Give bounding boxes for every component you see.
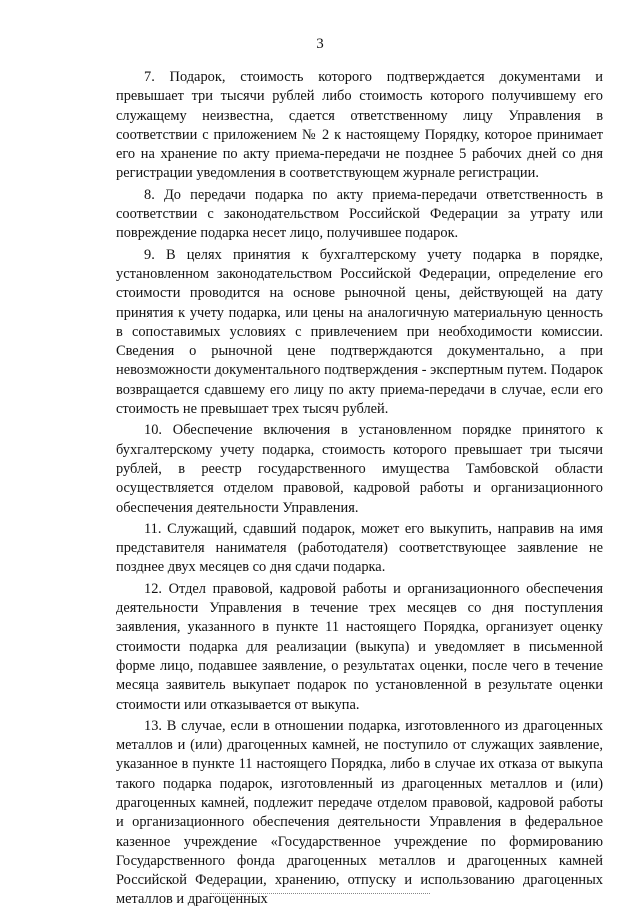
paragraph-12: 12. Отдел правовой, кадровой работы и организационного обеспечения деятельности Управления в течение трех месяцев со дня поступления заявления, указанного в пункте 11 настоящего Порядка, организует оценку стоимости подарка для реализации (выкупа) и уведомляет в письменной форме лицо, подавшее заявление, о результатах оценки, после чего в течение месяца заявитель выкупает подарок по установленной в результате оценки стоимости или отказывается от выкупа. xyxy=(116,580,603,713)
paragraph-9: 9. В целях принятия к бухгалтерскому учету подарка в порядке, установленном законодательством Российской Федерации, определение его стоимости проводится на основе рыночной цены, действующей на дату принятия к учету подарка, или цены на аналогичную материальную ценность в сопоставимых условиях с привлечением при необходимости комиссии. Сведения о рыночной цене подтверждаются документально, а при невозможности документального подтверждения - экспертным путем. Подарок возвращается сдавшему его лицу по акту приема-передачи в случае, если его стоимость не превышает трех тысяч рублей. xyxy=(116,246,603,418)
paragraph-13: 13. В случае, если в отношении подарка, изготовленного из драгоценных металлов и (или) драгоценных камней, не поступило от служащих заявление, указанное в пункте 11 настоящего Порядка, либо в случае их отказа от выкупа такого подарка подарок, изготовленный из драгоценных металлов и (или) драгоценных камней, подлежит передаче отделом правовой, кадровой работы и организационного обеспечения деятельности Управления в федеральное казенное учреждение «Государственное учреждение по формированию Государственного фонда драгоценных металлов и драгоценных камней Российской Федерации, хранению, отпуску и использованию драгоценных металлов и драгоценных xyxy=(116,717,603,908)
paragraph-8: 8. До передачи подарка по акту приема-передачи ответственность в соответствии с законодательством Российской Федерации за утрату или повреждение подарка несет лицо, получившее подарок. xyxy=(116,186,603,242)
document-body xyxy=(116,68,603,912)
paragraph-10: 10. Обеспечение включения в установленном порядке принятого к бухгалтерскому учету подарка, стоимость которого превышает три тысячи рублей, в реестр государственного имущества Тамбовской области осуществляется отделом правовой, кадровой работы и организационного обеспечения деятельности Управления. xyxy=(116,422,603,516)
scan-artifact-line xyxy=(210,893,430,895)
page-number: 3 xyxy=(316,36,324,52)
paragraph-11: 11. Служащий, сдавший подарок, может его выкупить, направив на имя представителя нанимателя (работодателя) соответствующее заявление не позднее двух месяцев со дня сдачи подарка. xyxy=(116,520,603,576)
paragraph-7: 7. Подарок, стоимость которого подтверждается документами и превышает три тысячи рублей либо стоимость которого получившему его служащему неизвестна, сдается ответственному лицу Управления в соответствии с приложением № 2 к настоящему Порядку, которое принимает его на хранение по акту приема-передачи не позднее 5 рабочих дней со дня регистрации уведомления в соответствующем журнале регистрации. xyxy=(116,69,603,182)
